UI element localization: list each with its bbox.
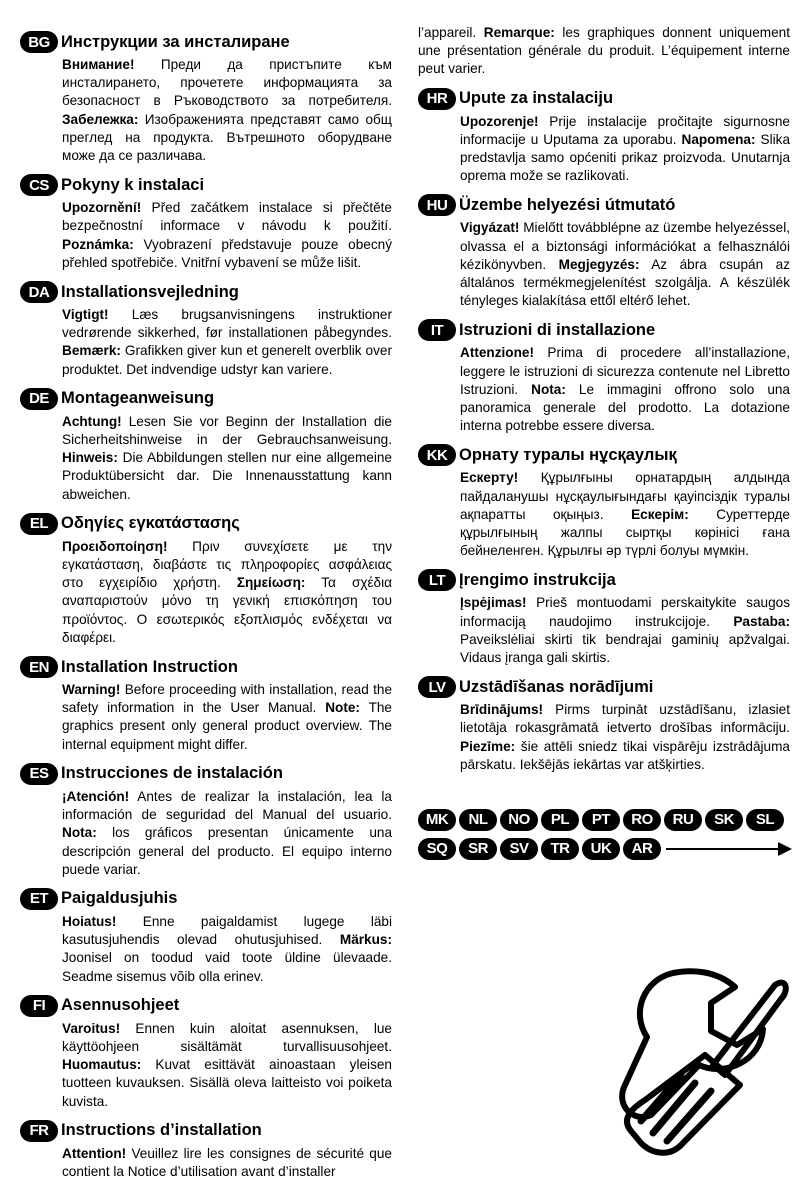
language-code-badge: BG — [20, 31, 58, 53]
warning-label: Upozorenje! — [460, 113, 539, 129]
section-item — [20, 762, 392, 879]
right-column — [418, 25, 791, 782]
section-header — [418, 675, 790, 699]
warning-text: Prima di procedere all’installazione, leggere le istruzioni di sicurezza contenute nel Libretto Istruzioni. — [460, 345, 790, 397]
section-header — [20, 387, 392, 411]
section-header — [20, 512, 392, 536]
language-code-ro: RO — [623, 809, 661, 831]
warning-text: Lesen Sie vor Beginn der Installation die Sicherheitshinweise in der Gebrauchsanweisung. — [62, 413, 392, 448]
language-code-badge: FI — [20, 995, 58, 1017]
language-code-badge: IT — [418, 319, 456, 341]
section-item — [20, 512, 392, 647]
warning-label: Įspėjimas! — [460, 595, 527, 611]
note-label: Pastaba: — [733, 613, 791, 629]
note-label: Bemærk: — [62, 343, 121, 359]
section-body — [62, 538, 392, 647]
section-title: Montageanweisung — [61, 389, 215, 408]
section-body — [62, 681, 392, 754]
section-body — [460, 219, 790, 310]
section-body — [460, 469, 790, 560]
section-body — [62, 1020, 392, 1111]
section-title: Installation Instruction — [61, 657, 238, 676]
note-label: Hinweis: — [62, 450, 118, 466]
more-languages — [418, 807, 790, 865]
language-code-ru: RU — [664, 809, 702, 831]
language-code-badge: LT — [418, 569, 456, 591]
language-code-badge: ET — [20, 888, 58, 910]
section-title: Upute za instalaciju — [459, 89, 614, 108]
fr-continuation-text: l’appareil. — [418, 25, 484, 40]
note-text: Joonisel on toodud vaid toote üldine ülevaade. Seadme sisemus võib olla erinev. — [62, 950, 392, 984]
language-code-ar: AR — [623, 838, 661, 860]
language-code-badge: LV — [418, 676, 456, 698]
language-code-badge: FR — [20, 1120, 58, 1142]
note-text: Le immagini offrono solo una panoramica generale del prodotto. La dotazione interna potrebbe essere diversa. — [460, 381, 790, 434]
note-label: Napomena: — [681, 131, 756, 147]
section-title: Paigaldusjuhis — [61, 889, 178, 908]
language-code-sk: SK — [705, 809, 743, 831]
section-item — [418, 443, 790, 560]
note-text: The graphics present only general product overview. The internal equipment might differ. — [62, 700, 392, 752]
note-label: Ескерім: — [631, 506, 689, 522]
warning-text: Πριν συνεχίσετε με την εγκατάσταση, διαβάστε τις πληροφορίες ασφάλειας στο εγχειρίδιο χρήστη. — [62, 538, 392, 591]
section-header — [418, 443, 790, 467]
section-body — [62, 56, 392, 165]
warning-label: Upozornění! — [62, 200, 142, 216]
note-text: Суреттерде құрылғының жалпы сыртқы көрінісі ғана бейнеленген. Құрылғы әр түрлі болуы мүмкін. — [460, 506, 790, 559]
section-title: Pokyny k instalaci — [61, 175, 205, 194]
section-header — [20, 887, 392, 911]
warning-label: Vigtigt! — [62, 307, 109, 323]
language-code-badge: DA — [20, 281, 58, 303]
note-label: Nota: — [531, 381, 566, 397]
language-code-badge: DE — [20, 388, 58, 410]
warning-text: Құрылғыны орнатардың алдында пайдаланушы нұсқаулығындағы қауіпсіздік туралы ақпаратты оқыңыз. — [460, 470, 790, 522]
note-label: Σημείωση: — [236, 575, 306, 591]
language-code-badge: KK — [418, 444, 456, 466]
section-header — [20, 173, 392, 197]
warning-text: Læs brugsanvisningens instruktioner vedrørende sikkerhed, før installationen påbegyndes. — [62, 307, 392, 341]
language-code-pl: PL — [541, 809, 579, 831]
section-item — [20, 173, 392, 272]
note-text: Kuvat esittävät ainoastaan yleisen tuotteen kuvauksen. Sisällä oleva laitteisto voi poiketa kuvista. — [62, 1057, 392, 1109]
section-title: Instructions d’installation — [61, 1121, 262, 1140]
note-text: Vyobrazení představuje pouze obecný přehled spotřebiče. Vnitřní vybavení se může lišit. — [62, 236, 392, 270]
section-body — [62, 1145, 392, 1181]
section-title: Инструкции за инсталиране — [61, 32, 290, 51]
warning-label: ¡Atención! — [62, 788, 130, 804]
note-text: los gráficos presentan únicamente una descripción general del producto. El equipo interno puede variar. — [62, 825, 392, 877]
warning-label: Προειδοποίηση! — [62, 538, 168, 554]
language-code-sv: SV — [500, 838, 538, 860]
section-body — [62, 413, 392, 504]
section-header — [20, 280, 392, 304]
warning-text: Enne paigaldamist lugege läbi kasutusjuhendis olevad ohutusjuhised. — [62, 913, 392, 948]
section-item — [20, 30, 392, 165]
warning-text: Преди да пристъпите към инсталирането, прочетете информацията за безопасност в Ръководството за потребителя. — [62, 57, 392, 109]
section-title: Installationsvejledning — [61, 282, 239, 301]
language-code-tr: TR — [541, 838, 579, 860]
note-text: Grafikken giver kun et generelt overblik over produktet. Det indvendige udstyr kan variere. — [62, 343, 392, 377]
warning-text: Prieš montuodami perskaitykite saugos informaciją naudojimo instrukcijoje. — [460, 595, 790, 629]
note-text: Az ábra csupán az általános termékmegjelenítést szolgálja. A készülék tényleges kialakítása ettől eltérő lehet. — [460, 256, 790, 309]
section-header — [418, 87, 790, 111]
note-label: Piezīme: — [460, 738, 516, 754]
warning-label: Attenzione! — [460, 345, 535, 361]
note-label: Забележка: — [62, 111, 139, 127]
arrow-right-icon — [666, 848, 790, 850]
note-label: Megjegyzés: — [558, 256, 640, 272]
warning-label: Hoiatus! — [62, 913, 117, 929]
section-body — [62, 913, 392, 986]
warning-text: Before proceeding with installation, read the safety information in the User Manual. — [62, 682, 392, 716]
section-item — [418, 193, 790, 310]
note-text: Paveikslėliai skirti tik bendrajai gaminių apžvalgai. Vidaus įranga gali skirtis. — [460, 631, 790, 666]
warning-text: Ennen kuin aloitat asennuksen, lue käyttöohjeen sisältämät turvallisuusohjeet. — [62, 1020, 392, 1054]
section-item — [418, 318, 790, 435]
warning-label: Ескерту! — [460, 470, 519, 486]
section-title: Орнату туралы нұсқаулық — [459, 445, 677, 464]
warning-text: Pirms turpināt uzstādīšanu, izlasiet lietotāja rokasgrāmatā ietverto drošības informāciju. — [460, 702, 790, 736]
section-title: Įrengimo instrukcija — [459, 570, 616, 589]
language-code-badge: HR — [418, 88, 456, 110]
note-text: šie attēli sniedz tikai vispārēju izstrādājuma pārskatu. Iekšējās iekārtas var atšķirties. — [460, 738, 790, 772]
warning-label: Achtung! — [62, 413, 122, 429]
section-item — [418, 568, 790, 667]
note-text: Τα σχέδια αναπαριστούν μόνο τη γενική επισκόπηση του προϊόντος. Ο εσωτερικός εξοπλισμός ενδέχεται να διαφέρει. — [62, 575, 393, 645]
section-header — [418, 193, 790, 217]
section-title: Οδηγίες εγκατάστασης — [61, 514, 240, 533]
language-code-nl: NL — [459, 809, 497, 831]
note-label: Poznámka: — [62, 236, 134, 252]
section-item — [20, 280, 392, 379]
section-body — [460, 113, 790, 186]
section-header — [20, 762, 392, 786]
section-title: Instrucciones de instalación — [61, 764, 283, 783]
section-item — [20, 994, 392, 1111]
section-body — [460, 344, 790, 435]
section-header — [20, 30, 392, 54]
section-item — [20, 887, 392, 986]
language-code-badge: EN — [20, 656, 58, 678]
section-body — [62, 306, 392, 379]
language-codes-row-1 — [418, 807, 790, 832]
section-body — [460, 701, 790, 774]
language-code-badge: CS — [20, 174, 58, 196]
warning-label: Vigyázat! — [460, 220, 520, 236]
note-label: Märkus: — [339, 932, 392, 948]
section-header — [20, 655, 392, 679]
warning-label: Attention! — [62, 1145, 127, 1161]
warning-label: Varoitus! — [62, 1020, 121, 1036]
section-body — [460, 594, 790, 667]
section-header — [418, 318, 790, 342]
warning-text: Prije instalacije pročitajte sigurnosne informacije u Uputama za uporabu. — [460, 113, 790, 147]
note-text: Slika predstavlja samo općeniti prikaz proizvoda. Unutarnja oprema može se razlikovati. — [460, 131, 790, 184]
note-text: Изображенията представят само общ преглед на продукта. Вътрешното оборудване може да се различава. — [62, 111, 392, 164]
section-title: Asennusohjeet — [61, 996, 180, 1015]
fr-note-text: les graphiques donnent uniquement une présentation générale du produit. L’équipement interne peut varier. — [418, 25, 790, 77]
section-header — [20, 1119, 392, 1143]
wrench-screwdriver-icon — [575, 965, 790, 1165]
language-codes-row-2 — [418, 836, 790, 861]
language-code-badge: EL — [20, 513, 58, 535]
language-code-sl: SL — [746, 809, 784, 831]
note-label: Huomautus: — [62, 1057, 142, 1073]
section-title: Üzembe helyezési útmutató — [459, 195, 676, 214]
warning-text: Mielőtt továbblépne az üzembe helyezéssel, olvassa el a biztonsági információkat a felhasználói kézikönyvben. — [460, 220, 790, 272]
warning-label: Warning! — [62, 682, 121, 698]
language-code-badge: ES — [20, 763, 58, 785]
warning-label: Внимание! — [62, 57, 135, 72]
left-column — [20, 30, 392, 1189]
note-label: Note: — [325, 700, 360, 716]
section-item — [20, 387, 392, 504]
language-code-badge: HU — [418, 194, 456, 216]
note-label: Nota: — [62, 825, 97, 841]
section-item — [20, 655, 392, 754]
section-title: Istruzioni di installazione — [459, 320, 656, 339]
section-fr — [20, 1119, 392, 1181]
warning-text: Před začátkem instalace si přečtěte bezpečnostní informace v návodu k použití. — [62, 200, 392, 234]
language-code-pt: PT — [582, 809, 620, 831]
section-header — [20, 994, 392, 1018]
section-title: Uzstādīšanas norādījumi — [459, 677, 654, 696]
section-header — [418, 568, 790, 592]
language-code-uk: UK — [582, 838, 620, 860]
section-body — [62, 199, 392, 272]
warning-text: Veuillez lire les consignes de sécurité que contient la Notice d’utilisation avant d’installer — [62, 1145, 392, 1179]
language-code-mk: MK — [418, 809, 456, 831]
language-code-sq: SQ — [418, 838, 456, 860]
fr-continuation — [418, 24, 790, 79]
language-code-sr: SR — [459, 838, 497, 860]
warning-label: Brīdinājums! — [460, 702, 544, 718]
note-text: Die Abbildungen stellen nur eine allgemeine Produktübersicht dar. Die Innenausstattung kann abweichen. — [62, 450, 392, 502]
section-item — [418, 87, 790, 186]
section-item — [418, 675, 790, 774]
warning-text: Antes de realizar la instalación, lea la información de seguridad del Manual del usuario. — [62, 788, 392, 823]
fr-note-label: Remarque: — [483, 25, 555, 40]
section-body — [62, 788, 392, 879]
language-code-no: NO — [500, 809, 538, 831]
